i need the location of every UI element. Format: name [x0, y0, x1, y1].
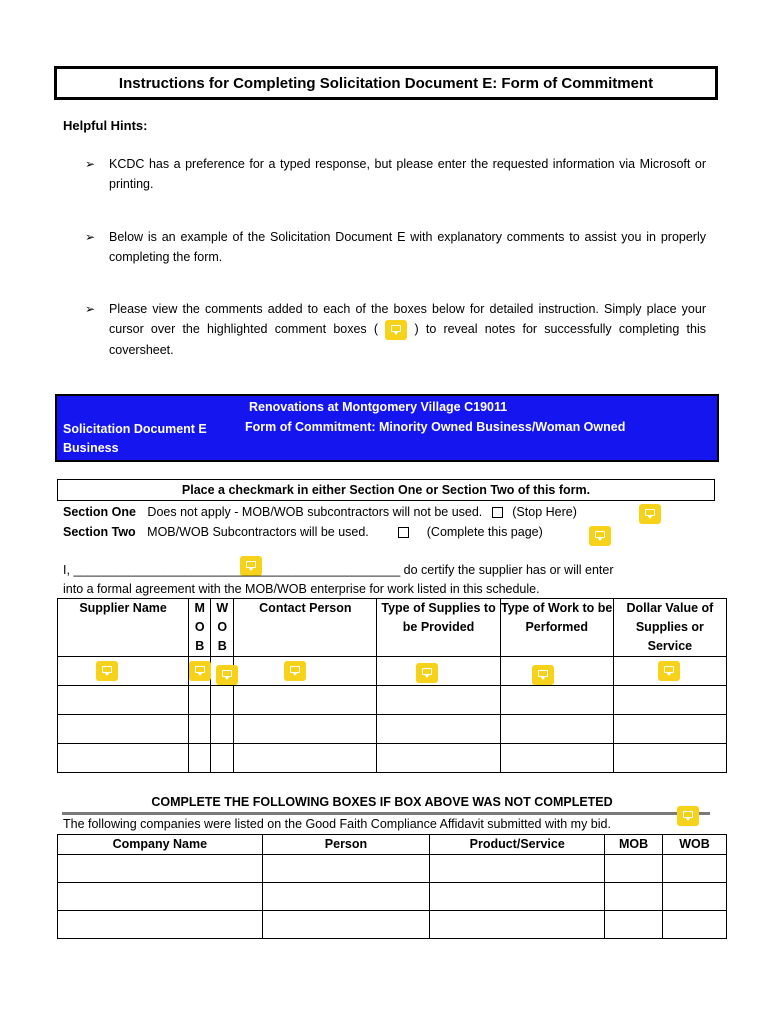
comment-icon[interactable]	[284, 661, 306, 681]
table-row	[58, 657, 727, 686]
certify-line-2: into a formal agreement with the MOB/WOB enterprise for work listed in this schedule.	[63, 582, 540, 596]
section-one-row	[63, 505, 577, 519]
certify-line	[63, 563, 707, 577]
comment-icon[interactable]	[189, 661, 211, 681]
comment-icon[interactable]	[639, 504, 661, 524]
comment-icon[interactable]	[658, 661, 680, 681]
table-cell[interactable]	[234, 715, 377, 744]
table-row	[58, 715, 727, 744]
certify-suffix: do certify the supplier has or will enter	[403, 563, 614, 577]
checkmark-instruction: Place a checkmark in either Section One or Section Two of this form.	[57, 479, 715, 501]
table-cell[interactable]	[377, 686, 500, 715]
table-header-row	[58, 835, 727, 855]
table-cell[interactable]	[189, 715, 211, 744]
table-cell[interactable]	[430, 911, 605, 939]
table-cell[interactable]	[58, 911, 263, 939]
col-header-mob: MOB	[605, 835, 663, 855]
comment-icon[interactable]	[589, 526, 611, 546]
section-two-text: MOB/WOB Subcontractors will be used.	[147, 525, 369, 539]
col-header-dollar-value: Dollar Value of Supplies or Service	[613, 599, 726, 657]
table-row	[58, 883, 727, 911]
comment-icon[interactable]	[96, 661, 118, 681]
table-cell[interactable]	[58, 657, 189, 686]
table-cell[interactable]	[58, 855, 263, 883]
table-cell[interactable]	[189, 686, 211, 715]
table-cell[interactable]	[377, 657, 500, 686]
section-one-label: Section One	[63, 505, 136, 519]
table-cell[interactable]	[377, 715, 500, 744]
hint-item	[85, 299, 706, 360]
table-cell[interactable]	[663, 911, 727, 939]
table-cell[interactable]	[58, 744, 189, 773]
table-row	[58, 744, 727, 773]
banner-form-title: Form of Commitment: Minority Owned Business/Woman Owned	[245, 420, 626, 434]
table-cell[interactable]	[58, 715, 189, 744]
col-header-company-name: Company Name	[58, 835, 263, 855]
table-cell[interactable]	[500, 686, 613, 715]
form-banner	[55, 394, 719, 462]
table-cell[interactable]	[605, 883, 663, 911]
subcontractor-table	[57, 598, 727, 773]
hint-text: ) to reveal notes for successfully completing this coversheet.	[109, 322, 706, 357]
section-two-note: (Complete this page)	[426, 525, 543, 539]
table-cell[interactable]	[58, 883, 263, 911]
col-header-supplier-name: Supplier Name	[58, 599, 189, 657]
col-header-wob: WOB	[663, 835, 727, 855]
table-row	[58, 911, 727, 939]
section-one-note: (Stop Here)	[512, 505, 577, 519]
col-header-wob: W O B	[211, 599, 234, 657]
helpful-hints-label: Helpful Hints:	[63, 118, 148, 133]
complete-section-title: COMPLETE THE FOLLOWING BOXES IF BOX ABOVE WAS NOT COMPLETED	[151, 795, 613, 809]
table-cell[interactable]	[234, 686, 377, 715]
table-cell[interactable]	[211, 744, 234, 773]
page-title: Instructions for Completing Solicitation Document E: Form of Commitment	[54, 66, 718, 100]
banner-project: Renovations at Montgomery Village C19011	[249, 400, 508, 414]
table-cell[interactable]	[613, 686, 726, 715]
table-cell[interactable]	[58, 686, 189, 715]
section-one-text: Does not apply - MOB/WOB subcontractors will not be used.	[147, 505, 483, 519]
comment-icon[interactable]	[385, 320, 407, 340]
col-header-mob: M O B	[189, 599, 211, 657]
col-header-product-service: Product/Service	[430, 835, 605, 855]
arrow-bullet-icon: ➢	[85, 302, 96, 316]
hint-item	[85, 227, 706, 267]
hint-text: Below is an example of the Solicitation Document E with explanatory comments to assist you in properly completing the form.	[109, 230, 706, 264]
table-cell[interactable]	[430, 855, 605, 883]
banner-document-label: Solicitation Document E Business	[63, 422, 207, 455]
table-cell[interactable]	[500, 744, 613, 773]
col-header-type-of-supplies: Type of Supplies to be Provided	[377, 599, 500, 657]
table-cell[interactable]	[262, 911, 430, 939]
companies-table	[57, 834, 727, 939]
table-cell[interactable]	[663, 855, 727, 883]
section-two-label: Section Two	[63, 525, 136, 539]
table-cell[interactable]	[613, 715, 726, 744]
table-cell[interactable]	[377, 744, 500, 773]
col-header-person: Person	[262, 835, 430, 855]
section-two-checkbox[interactable]	[398, 527, 409, 538]
table-header-row	[58, 599, 727, 657]
comment-icon[interactable]	[416, 663, 438, 683]
certify-prefix: I,	[63, 563, 70, 577]
table-cell[interactable]	[211, 715, 234, 744]
table-cell[interactable]	[189, 744, 211, 773]
companies-statement: The following companies were listed on the Good Faith Compliance Affidavit submitted with my bid.	[63, 817, 611, 831]
table-cell[interactable]	[430, 883, 605, 911]
table-cell[interactable]	[211, 686, 234, 715]
section-one-checkbox[interactable]	[492, 507, 503, 518]
table-cell[interactable]	[262, 883, 430, 911]
certify-name-field[interactable]: _______________________________________________	[73, 563, 401, 577]
section-two-row	[63, 525, 543, 539]
table-cell[interactable]	[500, 657, 613, 686]
hint-text: KCDC has a preference for a typed response, but please enter the requested information via Microsoft or printing.	[109, 157, 706, 191]
col-header-contact-person: Contact Person	[234, 599, 377, 657]
arrow-bullet-icon: ➢	[85, 230, 96, 244]
table-cell[interactable]	[663, 883, 727, 911]
table-cell[interactable]	[613, 744, 726, 773]
arrow-bullet-icon: ➢	[85, 157, 96, 171]
hint-item	[85, 154, 706, 194]
table-cell[interactable]	[262, 855, 430, 883]
table-row	[58, 855, 727, 883]
table-cell[interactable]	[605, 911, 663, 939]
comment-icon[interactable]	[216, 665, 238, 685]
table-cell[interactable]	[234, 744, 377, 773]
col-header-type-of-work: Type of Work to be Performed	[500, 599, 613, 657]
section-divider	[62, 812, 710, 815]
comment-icon[interactable]	[532, 665, 554, 685]
table-row	[58, 686, 727, 715]
hint-text: Please view the comments added to each of the boxes below for detailed instruction. Simply place your cursor over the highlighted comment boxes (	[109, 302, 706, 336]
table-cell[interactable]	[605, 855, 663, 883]
table-cell[interactable]	[500, 715, 613, 744]
comment-icon[interactable]	[677, 806, 699, 826]
